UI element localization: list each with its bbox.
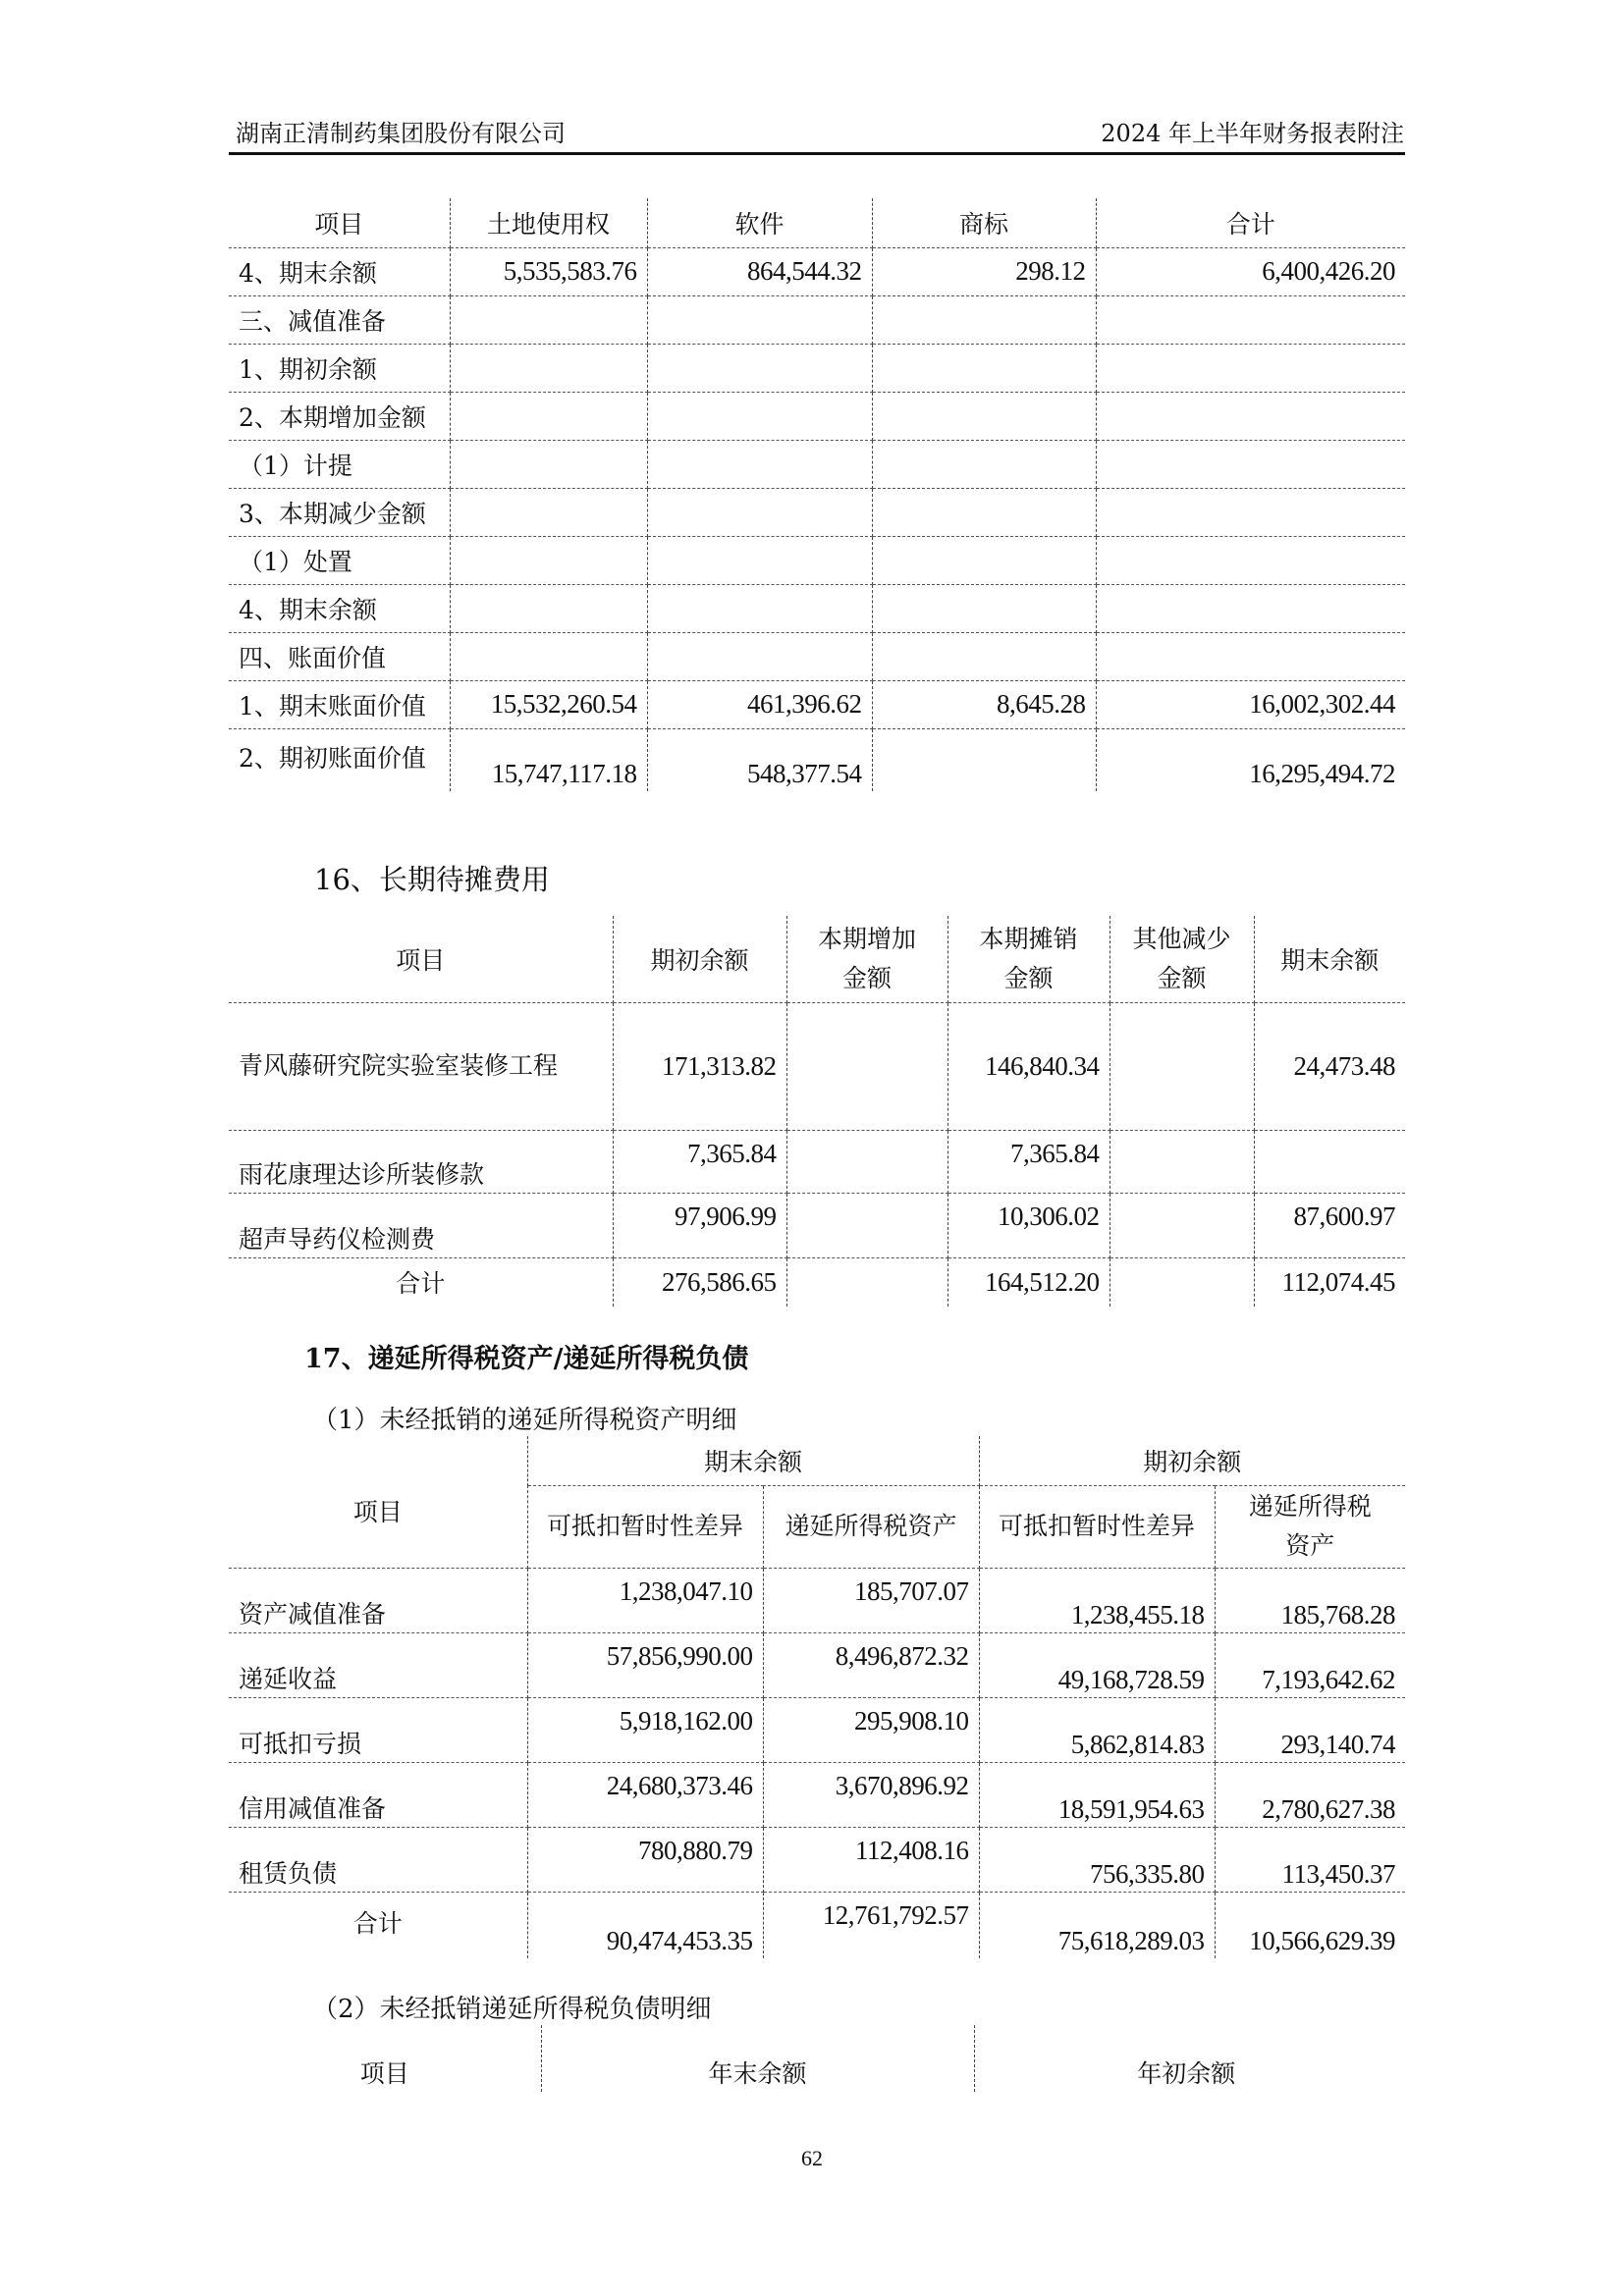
row-label: 雨花康理达诊所装修款 bbox=[229, 1130, 613, 1193]
row-label: 4、期末余额 bbox=[229, 247, 450, 295]
cell-value: 6,400,426.20 bbox=[1096, 247, 1405, 295]
table-row bbox=[229, 440, 1405, 488]
cell-value bbox=[647, 488, 872, 536]
table-row bbox=[229, 488, 1405, 536]
header-divider bbox=[229, 152, 1405, 155]
cell-value: 8,496,872.32 bbox=[763, 1632, 979, 1697]
table-row bbox=[229, 392, 1405, 440]
cell-value bbox=[786, 1002, 947, 1130]
cell-value: 864,544.32 bbox=[647, 247, 872, 295]
cell-value bbox=[1096, 584, 1405, 632]
cell-value bbox=[450, 632, 647, 680]
cell-value: 293,140.74 bbox=[1215, 1697, 1405, 1762]
subsection-1-title: （1）未经抵销的递延所得税资产明细 bbox=[312, 1406, 737, 1435]
cell-value: 24,473.48 bbox=[1254, 1002, 1405, 1130]
cell-value: 5,862,814.83 bbox=[979, 1697, 1215, 1762]
cell-value: 112,074.45 bbox=[1254, 1257, 1405, 1307]
cell-value bbox=[872, 536, 1096, 584]
table-row-total bbox=[229, 1892, 1405, 1958]
cell-value bbox=[786, 1130, 947, 1193]
intangible-assets-table bbox=[229, 198, 1405, 791]
cell-value: 461,396.62 bbox=[647, 680, 872, 728]
cell-value bbox=[647, 536, 872, 584]
cell-value bbox=[450, 392, 647, 440]
company-name: 湖南正清制药集团股份有限公司 bbox=[236, 120, 566, 147]
col-header-year-end-balance: 年末余额 bbox=[541, 2025, 974, 2092]
table-row bbox=[229, 1568, 1405, 1632]
cell-value bbox=[1110, 1130, 1254, 1193]
cell-value: 298.12 bbox=[872, 247, 1096, 295]
table-row bbox=[229, 1762, 1405, 1827]
row-label: 2、本期增加金额 bbox=[229, 392, 450, 440]
cell-value bbox=[450, 295, 647, 344]
row-label: 青风藤研究院实验室装修工程 bbox=[229, 1002, 613, 1130]
row-label: 4、期末余额 bbox=[229, 584, 450, 632]
cell-value bbox=[1096, 536, 1405, 584]
cell-value bbox=[872, 392, 1096, 440]
row-label: 递延收益 bbox=[229, 1632, 527, 1697]
section-17-title: 17、递延所得税资产/递延所得税负债 bbox=[304, 1344, 749, 1374]
col-header-closing-balance: 期末余额 bbox=[1254, 916, 1405, 1002]
row-label: 四、账面价值 bbox=[229, 632, 450, 680]
row-label: 2、期初账面价值 bbox=[229, 728, 450, 791]
cell-value: 185,707.07 bbox=[763, 1568, 979, 1632]
cell-value bbox=[450, 344, 647, 392]
table-header-row bbox=[229, 198, 1405, 247]
cell-value: 5,535,583.76 bbox=[450, 247, 647, 295]
row-label: 三、减值准备 bbox=[229, 295, 450, 344]
table-row bbox=[229, 295, 1405, 344]
cell-value: 15,747,117.18 bbox=[450, 728, 647, 791]
cell-value: 87,600.97 bbox=[1254, 1193, 1405, 1257]
cell-value: 15,532,260.54 bbox=[450, 680, 647, 728]
cell-value: 548,377.54 bbox=[647, 728, 872, 791]
col-header-software: 软件 bbox=[647, 198, 872, 247]
cell-value bbox=[1096, 632, 1405, 680]
col-header-land-use-right: 土地使用权 bbox=[450, 198, 647, 247]
table-row bbox=[229, 1827, 1405, 1892]
cell-value: 18,591,954.63 bbox=[979, 1762, 1215, 1827]
col-header-item: 项目 bbox=[229, 198, 450, 247]
table-row bbox=[229, 1130, 1405, 1193]
col-header-item: 项目 bbox=[229, 916, 613, 1002]
col-header-deductible-difference: 可抵扣暂时性差异 bbox=[527, 1485, 763, 1568]
cell-value bbox=[450, 488, 647, 536]
table-row bbox=[229, 728, 1405, 791]
cell-value: 7,365.84 bbox=[947, 1130, 1110, 1193]
cell-value bbox=[647, 440, 872, 488]
deferred-tax-liabilities-table bbox=[229, 2025, 1398, 2092]
table-row bbox=[229, 247, 1405, 295]
cell-value bbox=[872, 440, 1096, 488]
col-header-total: 合计 bbox=[1096, 198, 1405, 247]
col-header-deferred-tax-asset: 递延所得税资产 bbox=[763, 1485, 979, 1568]
cell-value bbox=[1254, 1130, 1405, 1193]
section-16-title: 16、长期待摊费用 bbox=[314, 863, 550, 896]
cell-value: 113,450.37 bbox=[1215, 1827, 1405, 1892]
col-group-closing-balance: 期末余额 bbox=[527, 1436, 979, 1485]
cell-value: 7,365.84 bbox=[613, 1130, 786, 1193]
table-header-row bbox=[229, 1436, 1405, 1485]
cell-value: 756,335.80 bbox=[979, 1827, 1215, 1892]
cell-value bbox=[1096, 488, 1405, 536]
cell-value bbox=[1110, 1002, 1254, 1130]
cell-value bbox=[647, 584, 872, 632]
row-label: 资产减值准备 bbox=[229, 1568, 527, 1632]
cell-value bbox=[1110, 1193, 1254, 1257]
cell-value bbox=[872, 295, 1096, 344]
cell-value: 1,238,455.18 bbox=[979, 1568, 1215, 1632]
cell-value: 3,670,896.92 bbox=[763, 1762, 979, 1827]
col-header-item: 项目 bbox=[229, 2025, 541, 2092]
row-label: 3、本期减少金额 bbox=[229, 488, 450, 536]
cell-value bbox=[647, 344, 872, 392]
cell-value bbox=[872, 344, 1096, 392]
cell-value bbox=[1096, 440, 1405, 488]
cell-value bbox=[450, 536, 647, 584]
cell-value: 7,193,642.62 bbox=[1215, 1632, 1405, 1697]
subsection-2-title: （2）未经抵销递延所得税负债明细 bbox=[312, 1995, 712, 2024]
col-header-opening-balance: 期初余额 bbox=[613, 916, 786, 1002]
cell-value bbox=[872, 632, 1096, 680]
cell-value: 185,768.28 bbox=[1215, 1568, 1405, 1632]
row-label: 超声导药仪检测费 bbox=[229, 1193, 613, 1257]
cell-value: 295,908.10 bbox=[763, 1697, 979, 1762]
col-header-deferred-tax-asset: 递延所得税资产 bbox=[1215, 1485, 1405, 1568]
table-row bbox=[229, 1002, 1405, 1130]
cell-value bbox=[872, 584, 1096, 632]
cell-value: 5,918,162.00 bbox=[527, 1697, 763, 1762]
cell-value: 164,512.20 bbox=[947, 1257, 1110, 1307]
row-label: 1、期初余额 bbox=[229, 344, 450, 392]
cell-value: 10,566,629.39 bbox=[1215, 1892, 1405, 1958]
table-row-total bbox=[229, 1257, 1405, 1307]
cell-value: 97,906.99 bbox=[613, 1193, 786, 1257]
page-number: 62 bbox=[801, 2146, 823, 2170]
cell-value: 171,313.82 bbox=[613, 1002, 786, 1130]
cell-value bbox=[1096, 344, 1405, 392]
report-title: 2024 年上半年财务报表附注 bbox=[1101, 120, 1404, 147]
cell-value bbox=[450, 584, 647, 632]
row-label: 合计 bbox=[229, 1257, 613, 1307]
row-label: 可抵扣亏损 bbox=[229, 1697, 527, 1762]
cell-value: 112,408.16 bbox=[763, 1827, 979, 1892]
col-header-other-decrease: 其他减少金额 bbox=[1110, 916, 1254, 1002]
cell-value: 24,680,373.46 bbox=[527, 1762, 763, 1827]
cell-value: 276,586.65 bbox=[613, 1257, 786, 1307]
col-header-deductible-difference: 可抵扣暂时性差异 bbox=[979, 1485, 1215, 1568]
col-header-item: 项目 bbox=[229, 1436, 527, 1568]
table-header-row bbox=[229, 916, 1405, 1002]
col-header-amortization: 本期摊销金额 bbox=[947, 916, 1110, 1002]
table-header-row bbox=[229, 2025, 1398, 2092]
cell-value bbox=[786, 1193, 947, 1257]
table-row bbox=[229, 536, 1405, 584]
cell-value: 8,645.28 bbox=[872, 680, 1096, 728]
cell-value bbox=[647, 392, 872, 440]
table-row bbox=[229, 1632, 1405, 1697]
row-label: 1、期末账面价值 bbox=[229, 680, 450, 728]
table-row bbox=[229, 1697, 1405, 1762]
table-row bbox=[229, 344, 1405, 392]
row-label: （1）处置 bbox=[229, 536, 450, 584]
table-row bbox=[229, 1193, 1405, 1257]
cell-value bbox=[1096, 392, 1405, 440]
cell-value bbox=[872, 728, 1096, 791]
col-header-trademark: 商标 bbox=[872, 198, 1096, 247]
col-group-opening-balance: 期初余额 bbox=[979, 1436, 1405, 1485]
row-label: 租赁负债 bbox=[229, 1827, 527, 1892]
col-header-increase: 本期增加金额 bbox=[786, 916, 947, 1002]
cell-value: 146,840.34 bbox=[947, 1002, 1110, 1130]
cell-value: 1,238,047.10 bbox=[527, 1568, 763, 1632]
table-row bbox=[229, 632, 1405, 680]
deferred-tax-assets-table bbox=[229, 1436, 1405, 1958]
cell-value: 16,295,494.72 bbox=[1096, 728, 1405, 791]
cell-value bbox=[647, 632, 872, 680]
cell-value bbox=[450, 440, 647, 488]
cell-value: 780,880.79 bbox=[527, 1827, 763, 1892]
col-header-year-begin-balance: 年初余额 bbox=[974, 2025, 1398, 2092]
cell-value bbox=[1110, 1257, 1254, 1307]
table-row bbox=[229, 680, 1405, 728]
cell-value bbox=[1096, 295, 1405, 344]
cell-value: 2,780,627.38 bbox=[1215, 1762, 1405, 1827]
cell-value: 10,306.02 bbox=[947, 1193, 1110, 1257]
cell-value: 49,168,728.59 bbox=[979, 1632, 1215, 1697]
cell-value: 12,761,792.57 bbox=[763, 1892, 979, 1958]
row-label: （1）计提 bbox=[229, 440, 450, 488]
row-label: 信用减值准备 bbox=[229, 1762, 527, 1827]
cell-value: 16,002,302.44 bbox=[1096, 680, 1405, 728]
row-label: 合计 bbox=[229, 1892, 527, 1958]
cell-value: 57,856,990.00 bbox=[527, 1632, 763, 1697]
cell-value bbox=[647, 295, 872, 344]
long-term-prepaid-expenses-table bbox=[229, 916, 1405, 1307]
table-row bbox=[229, 584, 1405, 632]
cell-value bbox=[786, 1257, 947, 1307]
cell-value: 90,474,453.35 bbox=[527, 1892, 763, 1958]
cell-value: 75,618,289.03 bbox=[979, 1892, 1215, 1958]
cell-value bbox=[872, 488, 1096, 536]
